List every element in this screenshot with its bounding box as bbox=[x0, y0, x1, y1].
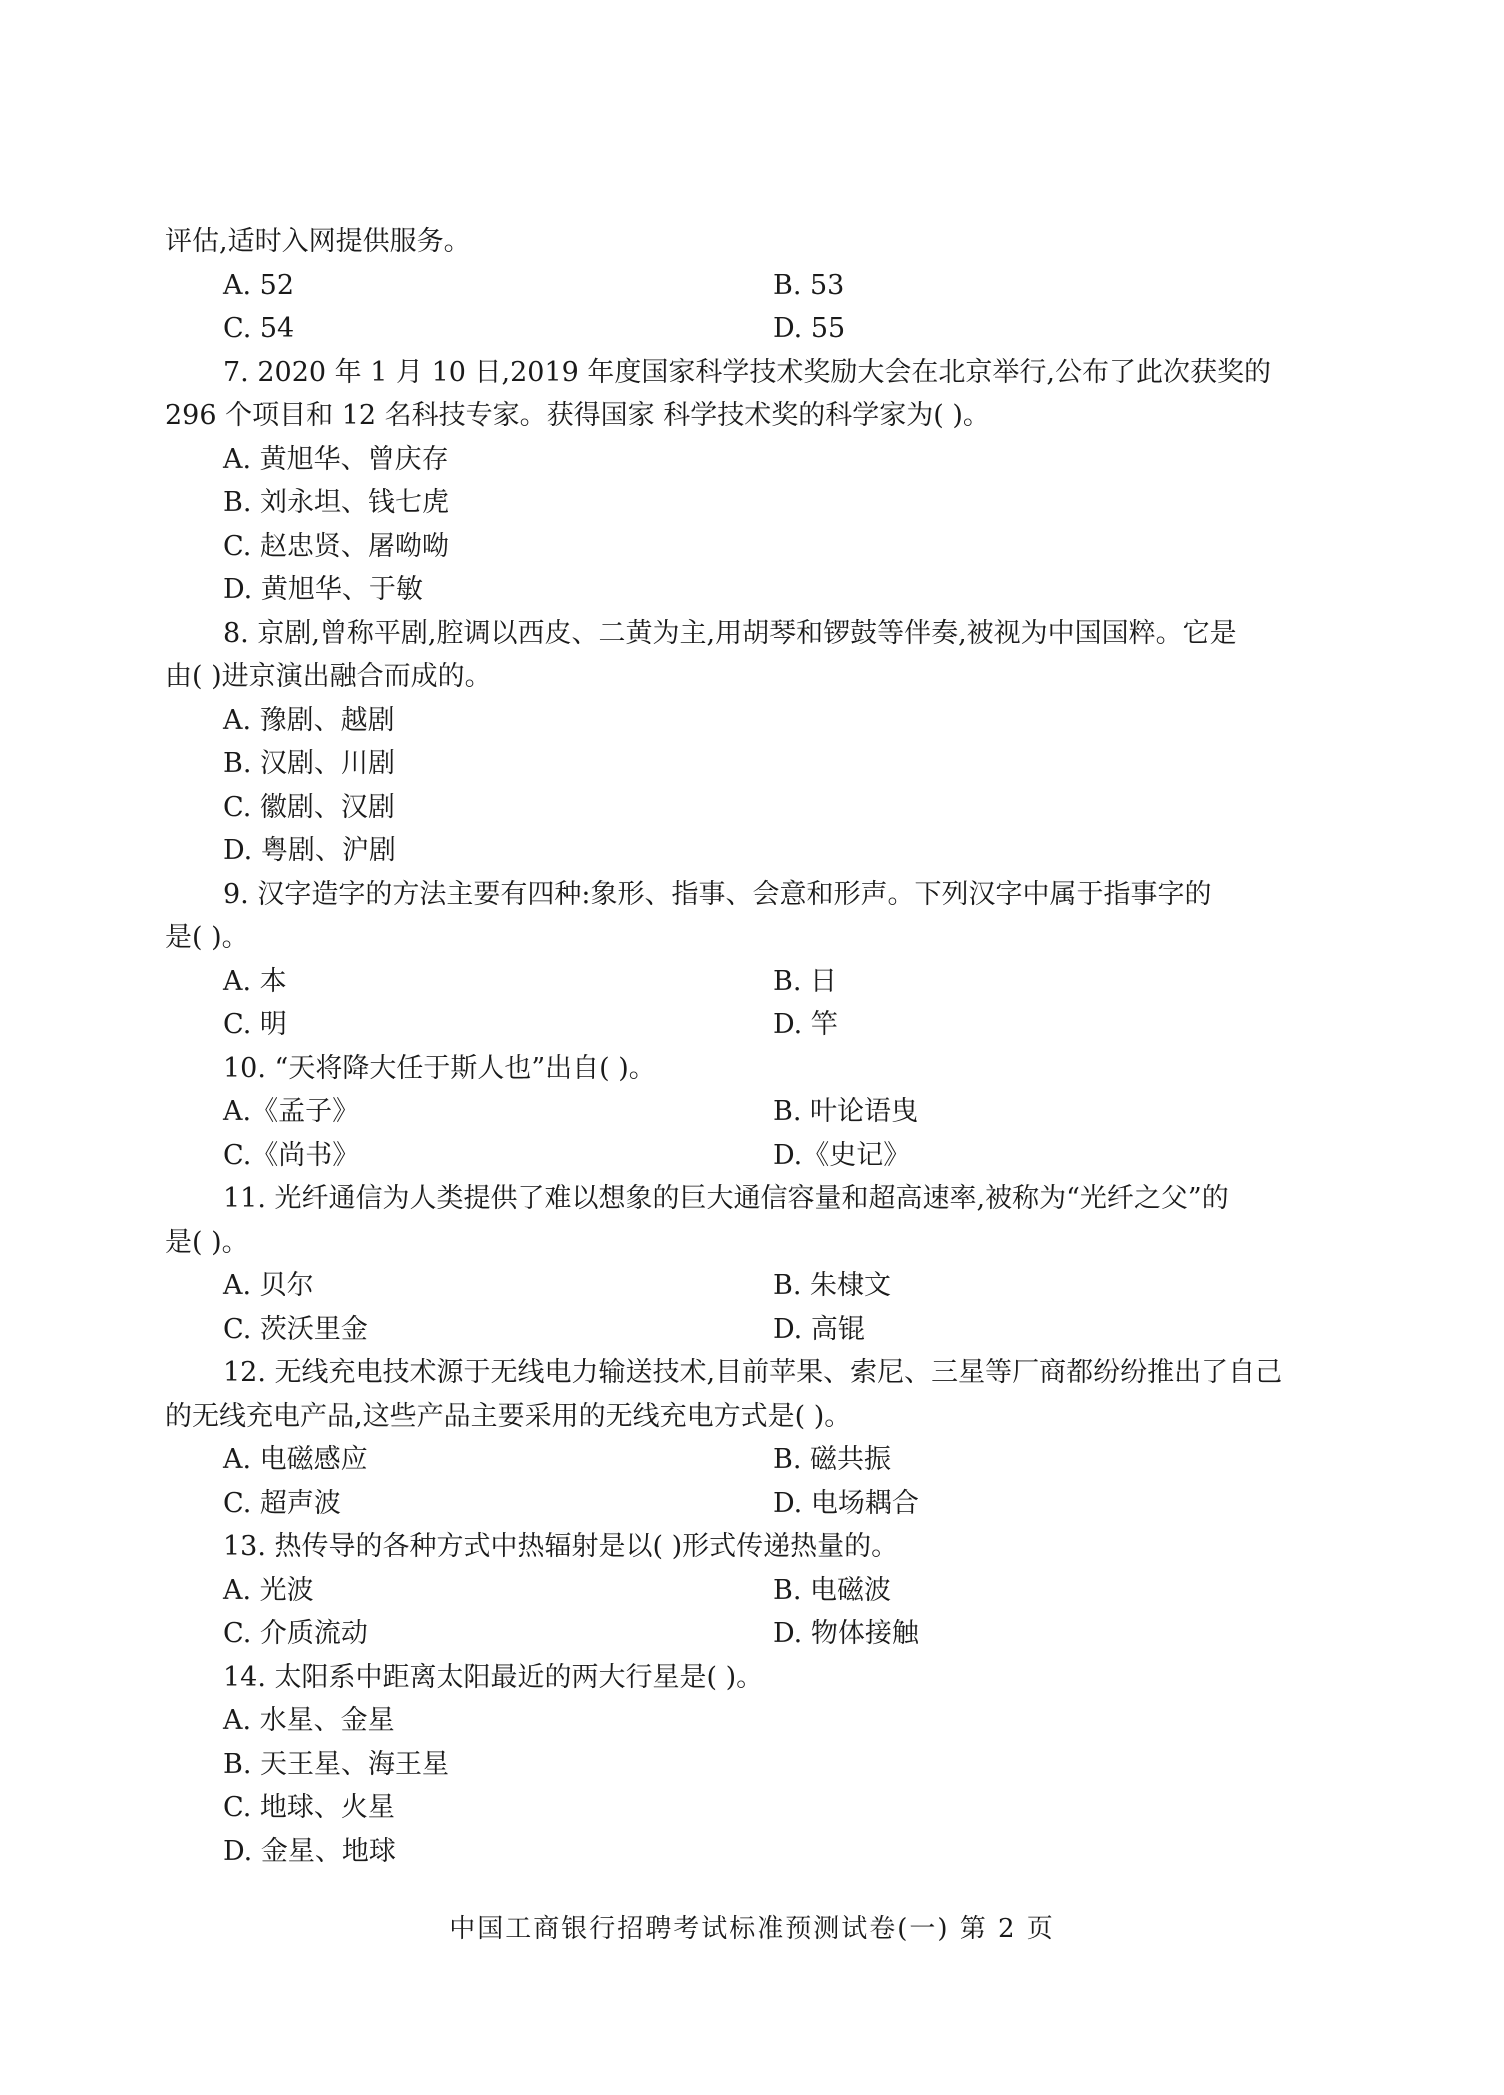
option-a: A. 豫剧、越剧 bbox=[223, 704, 395, 736]
option-c: C. 介质流动 bbox=[223, 1618, 368, 1649]
option-b: B. 汉剧、川剧 bbox=[223, 748, 396, 779]
option-c: C.《尚书》 bbox=[223, 1139, 360, 1171]
option-a: A. 贝尔 bbox=[223, 1270, 314, 1301]
option-a: A. 52 bbox=[223, 269, 295, 301]
question-stem-cont: 是( )。 bbox=[165, 1226, 249, 1258]
option-a: A. 光波 bbox=[223, 1574, 314, 1606]
question-stem-cont: 是( )。 bbox=[165, 922, 249, 953]
option-b: B. 磁共振 bbox=[773, 1444, 892, 1475]
continuation-text: 评估,适时入网提供服务。 bbox=[165, 226, 471, 257]
question-stem: 10. “天将降大任于斯人也”出自( )。 bbox=[223, 1052, 656, 1084]
option-d: D. 电场耦合 bbox=[773, 1487, 919, 1519]
question-stem-cont: 296 个项目和 12 名科技专家。获得国家 科学技术奖的科学家为( )。 bbox=[165, 400, 990, 431]
options-q11 bbox=[165, 1264, 1340, 1351]
question-9 bbox=[165, 873, 1340, 1047]
page-content bbox=[165, 220, 1340, 1873]
options-q8 bbox=[165, 699, 1340, 873]
option-b: B. 电磁波 bbox=[773, 1574, 892, 1606]
options-q13 bbox=[165, 1569, 1340, 1656]
option-b: B. 叶论语曳 bbox=[773, 1096, 919, 1127]
question-10 bbox=[165, 1047, 1340, 1178]
option-a: A. 水星、金星 bbox=[223, 1705, 395, 1736]
option-d: D.《史记》 bbox=[773, 1139, 911, 1171]
option-d: D. 竿 bbox=[773, 1009, 838, 1040]
option-d: D. 55 bbox=[773, 313, 846, 344]
question-stem: 12. 无线充电技术源于无线电力输送技术,目前苹果、索尼、三星等厂商都纷纷推出了自己 bbox=[223, 1357, 1283, 1388]
option-b: B. 53 bbox=[773, 269, 845, 301]
option-d: D. 物体接触 bbox=[773, 1618, 919, 1649]
question-stem: 14. 太阳系中距离太阳最近的两大行星是( )。 bbox=[223, 1661, 764, 1693]
options-q14 bbox=[165, 1699, 1340, 1873]
option-a: A. 黄旭华、曾庆存 bbox=[223, 443, 449, 475]
question-stem-cont: 由( )进京演出融合而成的。 bbox=[165, 661, 492, 692]
options-q6 bbox=[165, 264, 1340, 351]
question-11 bbox=[165, 1177, 1340, 1351]
option-b: B. 天王星、海王星 bbox=[223, 1748, 450, 1780]
question-12 bbox=[165, 1351, 1340, 1525]
page-footer: 中国工商银行招聘考试标准预测试卷(一) 第 2 页 bbox=[449, 1914, 1055, 1944]
options-q9 bbox=[165, 960, 1340, 1047]
option-b: B. 刘永坦、钱七虎 bbox=[223, 487, 450, 518]
option-a: A. 本 bbox=[223, 965, 287, 997]
options-q10 bbox=[165, 1090, 1340, 1177]
option-b: B. 日 bbox=[773, 965, 838, 997]
question-13 bbox=[165, 1525, 1340, 1656]
option-c: C. 54 bbox=[223, 313, 295, 344]
question-14 bbox=[165, 1656, 1340, 1874]
option-b: B. 朱棣文 bbox=[773, 1270, 892, 1301]
question-stem: 7. 2020 年 1 月 10 日,2019 年度国家科学技术奖励大会在北京举行,公布了此次获奖的 bbox=[223, 356, 1271, 388]
question-stem: 13. 热传导的各种方式中热辐射是以( )形式传递热量的。 bbox=[223, 1531, 899, 1562]
option-a: A.《孟子》 bbox=[223, 1096, 360, 1127]
question-stem: 9. 汉字造字的方法主要有四种:象形、指事、会意和形声。下列汉字中属于指事字的 bbox=[223, 878, 1212, 910]
option-a: A. 电磁感应 bbox=[223, 1444, 368, 1475]
option-c: C. 地球、火星 bbox=[223, 1792, 395, 1823]
option-c: C. 徽剧、汉剧 bbox=[223, 791, 395, 823]
question-stem: 11. 光纤通信为人类提供了难以想象的巨大通信容量和超高速率,被称为“光纤之父”的 bbox=[223, 1183, 1229, 1214]
question-7 bbox=[165, 351, 1340, 612]
question-stem-cont: 的无线充电产品,这些产品主要采用的无线充电方式是( )。 bbox=[165, 1400, 852, 1432]
option-c: C. 茨沃里金 bbox=[223, 1313, 368, 1345]
option-d: D. 黄旭华、于敏 bbox=[223, 574, 423, 605]
option-c: C. 超声波 bbox=[223, 1487, 341, 1519]
question-stem: 8. 京剧,曾称平剧,腔调以西皮、二黄为主,用胡琴和锣鼓等伴奏,被视为中国国粹。它是 bbox=[223, 617, 1237, 649]
option-d: D. 高锟 bbox=[773, 1313, 865, 1345]
option-d: D. 粤剧、沪剧 bbox=[223, 835, 396, 866]
question-8 bbox=[165, 612, 1340, 873]
option-c: C. 明 bbox=[223, 1009, 287, 1040]
option-d: D. 金星、地球 bbox=[223, 1835, 396, 1867]
options-q7 bbox=[165, 438, 1340, 612]
options-q12 bbox=[165, 1438, 1340, 1525]
option-c: C. 赵忠贤、屠呦呦 bbox=[223, 530, 449, 562]
